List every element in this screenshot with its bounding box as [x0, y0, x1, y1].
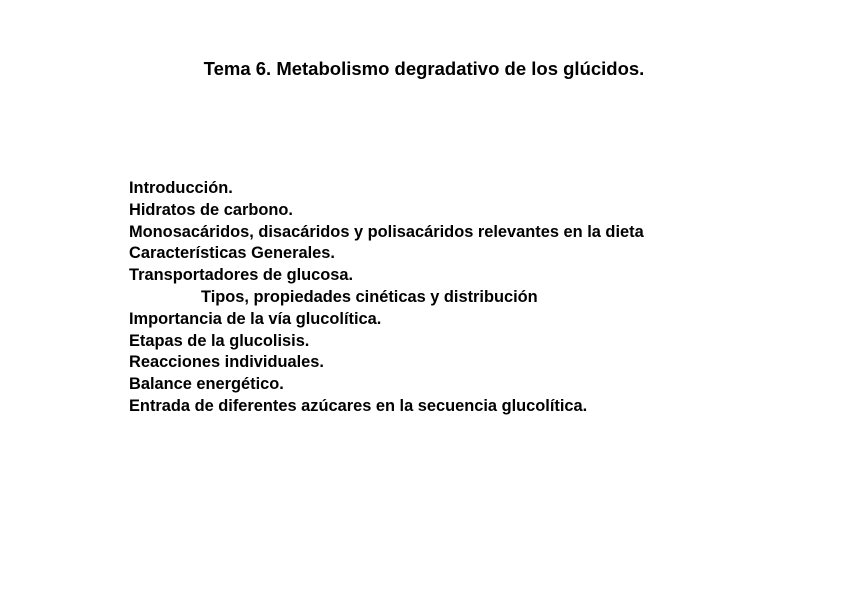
outline-item-entrada: Entrada de diferentes azúcares en la secuencia glucolítica. — [129, 396, 588, 415]
outline-item-hidratos: Hidratos de carbono. — [129, 200, 293, 219]
outline-item-introduccion: Introducción. — [129, 179, 233, 197]
outline-item-caracteristicas: Características Generales. — [129, 244, 335, 263]
topic-outline — [129, 178, 644, 418]
outline-item-monosacaridos: Monosacáridos, disacáridos y polisacáridos relevantes en la dieta — [129, 222, 644, 241]
outline-item-reacciones: Reacciones individuales. — [129, 353, 324, 372]
outline-item-etapas: Etapas de la glucolisis. — [129, 331, 310, 350]
outline-subitem-tipos: Tipos, propiedades cinéticas y distribución — [201, 287, 538, 306]
document-title: Tema 6. Metabolismo degradativo de los glúcidos. — [203, 58, 645, 79]
outline-item-importancia: Importancia de la vía glucolítica. — [129, 309, 382, 328]
outline-item-transportadores: Transportadores de glucosa. — [129, 266, 354, 285]
outline-item-balance: Balance energético. — [129, 375, 284, 394]
